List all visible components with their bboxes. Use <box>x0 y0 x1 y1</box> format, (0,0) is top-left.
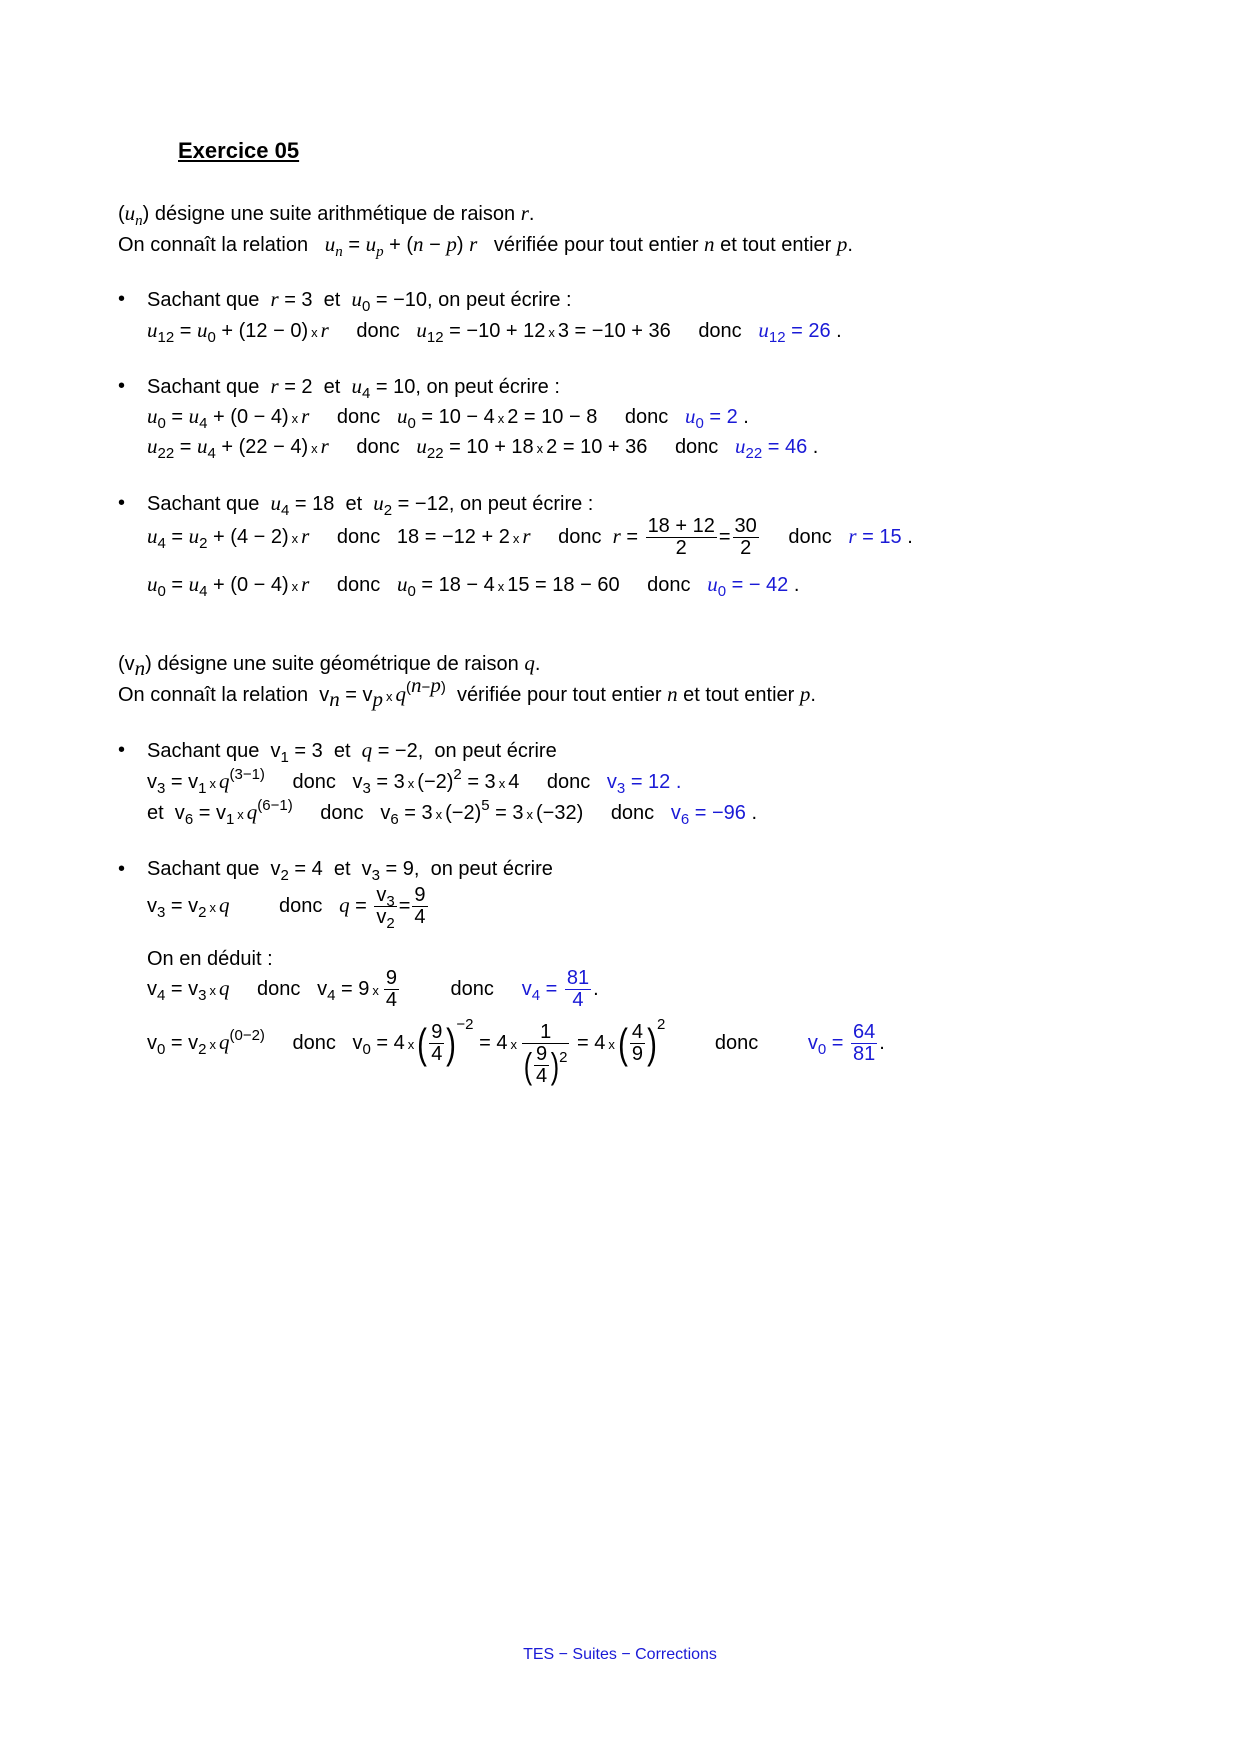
result-v0: $v_0$ = $\frac{64}{81}$ <box>807 1021 876 1065</box>
geo-case-1-given: Sachant que $v_1 = 3$ et q = −2, on peut écrire <box>147 738 557 766</box>
geo-relation-text: vérifiée pour tout entier <box>456 684 662 706</box>
geo-intro-line-2: On connaît la relation $v_n = v_p$ x $q^{(n-p)}$ vérifiée pour tout entier n et tout entier p. <box>118 673 816 711</box>
geo-relation-text-2: et tout entier <box>683 684 795 706</box>
bullet-icon: • <box>118 858 126 880</box>
arith-case-2-given: Sachant que r = 2 et $u_4 = 10$, on peut écrire : <box>147 374 560 402</box>
arith-relation-label: On connaît la relation <box>118 234 309 256</box>
result-u22: $u_{22} = 46$ <box>734 434 808 462</box>
geo-intro-line-1: $(v_n)$ désigne une suite géométrique de raison q. <box>118 651 541 680</box>
bullet-icon: • <box>118 492 126 514</box>
arith-case-3-calc-1: $u_4 = u_2 + (4 - 2)$ x r donc 18 = −12 + 2 x r donc r = $\frac{18 + 12}{2}$ = $\frac{30}{2}$ donc r = 15 . <box>147 515 913 559</box>
geo-case-2-calc-2: $v_4 = v_3$ x q donc $v_4 = 9$ x $\frac{9}{4}$ donc $v_4$ = $\frac{81}{4}$ . <box>147 967 599 1011</box>
arith-relation-text: vérifiée pour tout entier <box>493 234 699 256</box>
arith-case-1-given: Sachant que r = 3 et $u_0 = -10$, on peut écrire : <box>147 287 572 315</box>
arith-case-3-given: Sachant que $u_4 = 18$ et $u_2 = -12$, on peut écrire : <box>147 491 594 519</box>
arith-case-1-calc: $u_{12} = u_0 + (12 - 0)$ x r donc $u_{12} = -10 + 12$ x 3 = −10 + 36 donc $u_{12} = 26$ . <box>147 318 842 346</box>
result-u0-b: $u_0$ = − 42 <box>707 572 789 600</box>
page-footer: TES − Suites − Corrections <box>523 1646 717 1663</box>
arith-intro-line-2: On connaît la relation $u_n = u_p + (n - p)$ r vérifiée pour tout entier n et tout entier p. <box>118 232 853 260</box>
result-v6: $v_6 = -96$ <box>670 802 746 828</box>
result-u12: $u_{12} = 26$ <box>758 318 831 346</box>
result-v4: $v_4$ = $\frac{81}{4}$ <box>521 967 590 1011</box>
geo-case-2-calc-3: $v_0 = v_2$ x $q^{(0-2)}$ donc $v_0 = 4$ x( $\frac{9}{4}$ )$^{-2}$ = 4 x 1 ( $\frac{9}{4}$ )$^2$ = 4 x( $\frac{4}{9}$ )$^2$ donc $v_0$ = $\frac{64}{81}$ . <box>147 1015 885 1087</box>
geo-case-2-given: Sachant que $v_2 = 4$ et $v_3 = 9$, on peut écrire <box>147 858 553 884</box>
result-v3: $v_3 = 12$ . <box>606 771 682 797</box>
arith-relation-text-2: et tout entier <box>720 234 832 256</box>
exercise-title: Exercice 05 <box>178 138 300 163</box>
bullet-icon: • <box>118 288 126 310</box>
geo-case-1-calc-2: et $v_6 = v_1$ x $q^{(6-1)}$ donc $v_6 = 3$ x $(-2)^5 = 3$ x (−32) donc $v_6 = -96$ . <box>147 797 758 828</box>
geo-intro-text: désigne une suite géométrique de raison <box>157 653 519 675</box>
geo-case-2-calc-1: $v_3 = v_2$ x q donc q = $\frac{v_3}{v_2}$ = $\frac{9}{4}$ <box>147 884 426 932</box>
arith-intro-line-1: $(u_n)$ désigne une suite arithmétique de raison r. <box>118 201 535 229</box>
arith-case-2-calc-1: $u_0 = u_4 + (0 - 4)$ x r donc $u_0 = 10 - 4$ x 2 = 10 − 8 donc $u_0 = 2$ . <box>147 404 749 432</box>
bullet-icon: • <box>118 739 126 761</box>
bullet-icon: • <box>118 375 126 397</box>
geo-case-1-calc-1: $v_3 = v_1$ x $q^{(3-1)}$ donc $v_3 = 3$ x $(-2)^2 = 3$ x 4 donc $v_3 = 12$ . <box>147 766 682 797</box>
result-r: r = 15 <box>848 523 902 548</box>
result-u0: $u_0 = 2$ <box>684 404 738 432</box>
geo-relation-label: On connaît la relation <box>118 684 309 706</box>
arith-intro-text: désigne une suite arithmétique de raison <box>154 203 516 225</box>
geo-deduce-label: On en déduit : <box>147 948 273 970</box>
arith-case-2-calc-2: $u_{22} = u_4 + (22 - 4)$ x r donc $u_{22} = 10 + 18$ x 2 = 10 + 36 donc $u_{22} = 46$ . <box>147 434 819 462</box>
arith-case-3-calc-2: $u_0 = u_4 + (0 - 4)$ x r donc $u_0 = 18 - 4$ x 15 = 18 − 60 donc $u_0$ = − 42 . <box>147 572 800 600</box>
